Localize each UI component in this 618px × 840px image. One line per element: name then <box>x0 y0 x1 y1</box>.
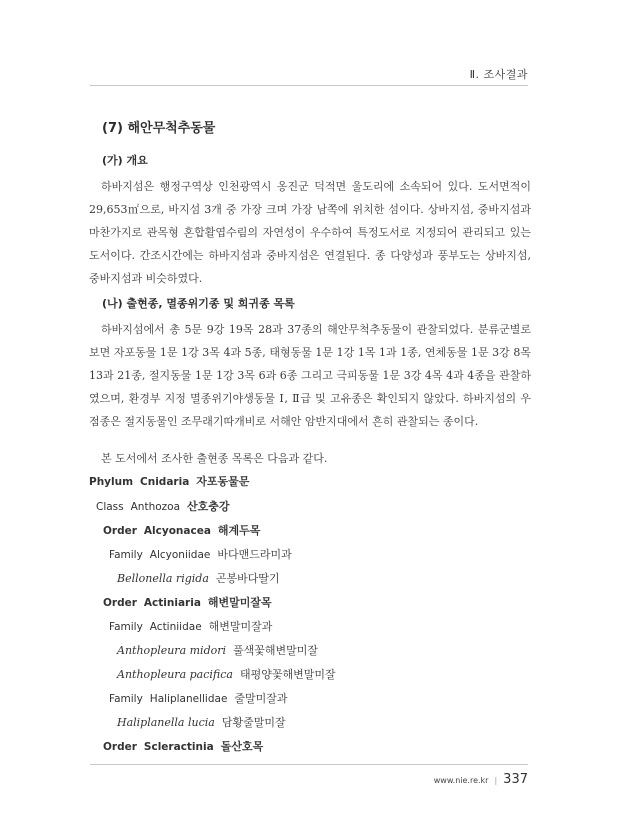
page-footer <box>434 772 528 787</box>
taxon-family <box>109 692 288 706</box>
taxon-name: Alcyonacea <box>143 525 211 537</box>
taxon-species <box>117 668 336 682</box>
taxon-phylum <box>89 475 249 489</box>
taxon-species <box>117 716 286 730</box>
taxon-name: Anthozoa <box>130 501 181 513</box>
subsection-title-species-list: (나) 출현종, 멸종위기종 및 희귀종 목록 <box>102 297 295 310</box>
taxon-species <box>117 644 318 658</box>
taxon-korean-name: 해변말미잘목 <box>207 596 272 609</box>
taxon-name: Cnidaria <box>140 476 190 488</box>
taxon-scientific-name: Anthopleura midori <box>117 644 227 657</box>
taxon-name: Actiniidae <box>149 621 202 633</box>
taxon-korean-name: 곤봉바다딸기 <box>215 572 280 585</box>
paragraph-list-intro: 본 도서에서 조사한 출현종 목록은 다음과 같다. <box>101 452 328 465</box>
taxon-korean-name: 담황줄말미잘 <box>221 716 286 729</box>
taxon-scientific-name: Anthopleura pacifica <box>117 668 233 681</box>
taxon-name: Alcyoniidae <box>149 549 211 561</box>
taxon-scientific-name: Haliplanella lucia <box>117 716 215 729</box>
section-title: (7) 해안무척추동물 <box>102 121 216 136</box>
taxon-rank: Class <box>96 501 124 513</box>
taxon-order <box>103 596 272 610</box>
taxon-rank: Order <box>103 597 137 609</box>
taxon-order <box>103 740 263 754</box>
taxon-rank: Phylum <box>89 476 134 488</box>
taxon-korean-name: 해변말미잘과 <box>208 620 273 633</box>
taxon-korean-name: 바다맨드라미과 <box>217 548 292 561</box>
taxon-name: Actiniaria <box>143 597 201 609</box>
footer-url[interactable]: www.nie.re.kr <box>433 776 489 785</box>
taxon-class <box>96 500 230 514</box>
taxon-korean-name: 태평양꽃해변말미잘 <box>239 668 336 681</box>
taxon-korean-name: 줄말미잘과 <box>234 692 288 705</box>
paragraph-overview: 하바지섬은 행정구역상 인천광역시 옹진군 덕적면 울도리에 소속되어 있다. 도서면적이 29,653㎡으로, 바지섬 3개 중 가장 크며 가장 남쪽에 위치한 섬이다. 상바지섬, 중바지섬과 마찬가지로 관목형 혼합활엽수림의 자연성이 우수하여 특정도서로 지정되어 관리되고 있는 도서이다. 간조시간에는 하바지섬과 중바지섬은 연결된다. 종 다양성과 풍부도는 상바지섬, 중바지섬과 비슷하였다. <box>89 180 531 285</box>
taxon-korean-name: 돌산호목 <box>220 740 264 753</box>
taxon-korean-name: 자포동물문 <box>196 475 250 488</box>
taxon-rank: Family <box>109 621 143 633</box>
taxon-korean-name: 해계두목 <box>217 524 261 537</box>
footer-rule <box>90 764 528 765</box>
taxon-korean-name: 산호충강 <box>187 500 230 513</box>
taxon-name: Haliplanellidae <box>149 693 228 705</box>
taxon-family <box>109 548 292 562</box>
chapter-header: Ⅱ. 조사결과 <box>469 68 528 81</box>
taxon-korean-name: 풀색꽃해변말미잘 <box>233 644 319 657</box>
taxon-rank: Family <box>109 693 143 705</box>
taxon-order <box>103 524 260 538</box>
taxon-scientific-name: Bellonella rigida <box>117 572 209 585</box>
taxon-family <box>109 620 272 634</box>
subsection-title-overview: (가) 개요 <box>102 154 148 167</box>
footer-separator: | <box>494 776 498 785</box>
taxon-rank: Family <box>109 549 143 561</box>
taxon-rank: Order <box>103 741 137 753</box>
taxon-name: Scleractinia <box>143 741 214 753</box>
paragraph-species-summary: 하바지섬에서 총 5문 9강 19목 28과 37종의 해안무척추동물이 관찰되었다. 분류군별로 보면 자포동물 1문 1강 3목 4과 5종, 태형동물 1문 1강 1목 1과 1종, 연체동물 1문 3강 8목 13과 21종, 절지동물 1문 1강 3목 6과 6종 그리고 극피동물 1문 3강 4목 4과 4종을 관찰하였으며, 환경부 지정 멸종위기야생동물 Ⅰ, Ⅱ급 및 고유종은 확인되지 않았다. 하바지섬의 우점종은 절지동물인 조무래기따개비로 서해안 암반지대에서 흔히 관찰되는 종이다. <box>89 323 531 428</box>
page-number: 337 <box>503 772 528 787</box>
taxon-species <box>117 572 280 586</box>
header-rule <box>90 85 528 86</box>
taxon-rank: Order <box>103 525 137 537</box>
